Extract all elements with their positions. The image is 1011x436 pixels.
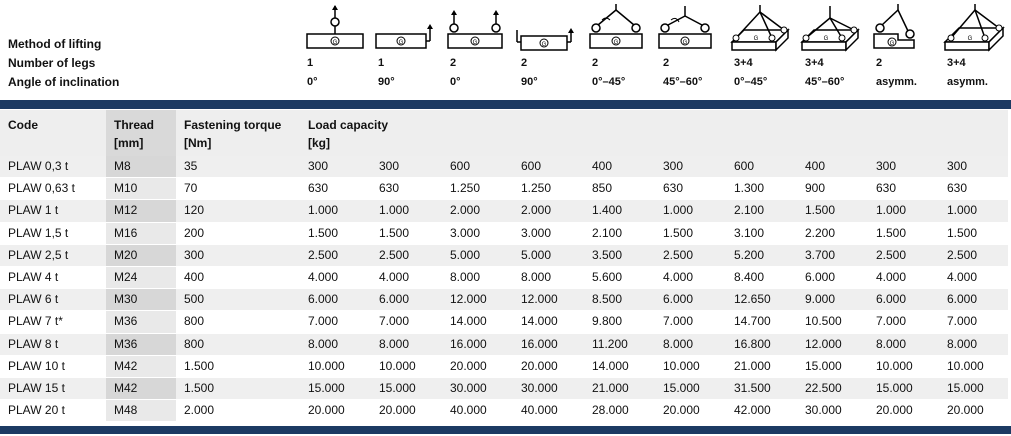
load-capacity-cell: 300 [300,156,371,178]
load-capacity-cell: 12.000 [797,333,868,355]
svg-text:G: G [472,40,478,46]
torque-cell: 2.000 [176,400,300,422]
load-capacity-cell: 4.000 [371,266,442,288]
angle-value: 45°–60° [805,76,845,88]
load-capacity-table [0,110,1008,422]
thread-cell: M48 [106,400,176,422]
table-row [0,289,1008,311]
load-capacity-cell: 6.000 [939,289,1008,311]
load-capacity-cell: 600 [726,156,797,178]
load-capacity-cell: 10.000 [371,355,442,377]
load-capacity-cell: 20.000 [655,400,726,422]
load-capacity-cell: 8.000 [300,333,371,355]
legs-value: 3+4 [947,57,966,69]
load-capacity-cell: 7.000 [300,311,371,333]
load-capacity-cell: 1.000 [655,200,726,222]
load-capacity-cell: 40.000 [513,400,584,422]
load-capacity-cell: 14.000 [442,311,513,333]
torque-cell: 200 [176,222,300,244]
torque-cell: 400 [176,266,300,288]
table-row [0,178,1008,200]
thread-cell: M12 [106,200,176,222]
load-capacity-cell: 4.000 [868,266,939,288]
load-capacity-cell: 10.500 [797,311,868,333]
thread-cell: M36 [106,311,176,333]
load-capacity-cell: 42.000 [726,400,797,422]
legs-value: 2 [876,57,883,69]
load-capacity-cell: 1.300 [726,178,797,200]
two-leg-side-lift-icon [515,4,575,56]
load-capacity-cell: 630 [939,178,1008,200]
thread-header: Thread [mm] [106,110,176,156]
svg-text:G: G [753,36,759,42]
angle-value: 90° [521,76,538,88]
load-capacity-cell: 5.000 [442,244,513,266]
torque-cell: 1.500 [176,355,300,377]
load-capacity-cell: 6.000 [655,289,726,311]
load-capacity-cell: 14.000 [584,355,655,377]
load-capacity-cell: 1.000 [371,200,442,222]
load-capacity-cell: 1.500 [797,200,868,222]
load-capacity-cell: 20.000 [300,400,371,422]
code-cell: PLAW 0,3 t [0,156,106,178]
load-capacity-cell: 20.000 [939,400,1008,422]
legs-value: 3+4 [805,57,824,69]
load-capacity-cell: 5.200 [726,244,797,266]
legs-value: 2 [450,57,457,69]
load-capacity-cell: 20.000 [442,355,513,377]
load-capacity-cell: 12.000 [442,289,513,311]
load-capacity-cell: 2.500 [371,244,442,266]
load-capacity-cell: 30.000 [442,377,513,399]
load-capacity-cell: 10.000 [868,355,939,377]
code-cell: PLAW 2,5 t [0,244,106,266]
load-capacity-cell: 300 [868,156,939,178]
code-cell: PLAW 1,5 t [0,222,106,244]
load-capacity-cell: 2.500 [655,244,726,266]
load-capacity-cell: 15.000 [300,377,371,399]
method-of-lifting-label: Method of lifting [8,37,102,51]
load-capacity-cell: 400 [797,156,868,178]
code-cell: PLAW 10 t [0,355,106,377]
load-capacity-cell: 2.100 [726,200,797,222]
load-capacity-cell: 15.000 [797,355,868,377]
load-capacity-cell: 15.000 [655,377,726,399]
table-row [0,311,1008,333]
legs-value: 3+4 [734,57,753,69]
multi-leg-sling-wide-icon [800,4,862,56]
load-capacity-cell: 630 [868,178,939,200]
load-capacity-cell: 1.250 [442,178,513,200]
code-cell: PLAW 6 t [0,289,106,311]
load-capacity-cell: 850 [584,178,655,200]
thread-cell: M16 [106,222,176,244]
multi-leg-sling-icon [730,4,792,56]
load-capacity-cell: 3.500 [584,244,655,266]
load-capacity-cell: 30.000 [513,377,584,399]
load-capacity-cell: 630 [655,178,726,200]
load-capacity-cell: 1.400 [584,200,655,222]
svg-text:G: G [398,40,404,46]
lifting-methods-header [0,0,1011,98]
table-row [0,156,1008,178]
load-capacity-cell: 15.000 [371,377,442,399]
table-row [0,244,1008,266]
load-capacity-cell: 7.000 [939,311,1008,333]
load-capacity-cell: 22.500 [797,377,868,399]
torque-cell: 1.500 [176,377,300,399]
torque-cell: 70 [176,178,300,200]
load-capacity-cell: 5.600 [584,266,655,288]
angle-value: asymm. [876,76,917,88]
load-capacity-cell: 1.500 [371,222,442,244]
load-capacity-cell: 300 [939,156,1008,178]
load-capacity-cell: 8.000 [868,333,939,355]
load-capacity-cell: 3.000 [513,222,584,244]
load-capacity-cell: 12.650 [726,289,797,311]
load-capacity-cell: 20.000 [513,355,584,377]
torque-cell: 500 [176,289,300,311]
load-capacity-cell: 2.500 [868,244,939,266]
load-capacity-cell: 8.000 [371,333,442,355]
load-capacity-cell: 8.000 [939,333,1008,355]
load-capacity-cell: 1.500 [939,222,1008,244]
load-capacity-cell: 1.500 [655,222,726,244]
legs-value: 1 [378,57,385,69]
load-capacity-cell: 2.200 [797,222,868,244]
two-leg-sling-wide-icon [657,4,717,56]
code-header: Code [0,110,106,156]
load-capacity-cell: 14.700 [726,311,797,333]
load-capacity-cell: 3.100 [726,222,797,244]
load-capacity-cell: 6.000 [797,266,868,288]
table-row [0,266,1008,288]
svg-text:G: G [967,36,973,42]
angle-value: 0° [450,76,461,88]
angle-value: asymm. [947,76,988,88]
torque-cell: 800 [176,311,300,333]
load-capacity-cell: 1.000 [300,200,371,222]
load-capacity-cell: 400 [584,156,655,178]
load-capacity-cell: 6.000 [371,289,442,311]
load-capacity-cell: 16.000 [513,333,584,355]
load-capacity-cell: 20.000 [371,400,442,422]
thread-cell: M42 [106,355,176,377]
two-leg-asymmetric-icon [872,4,932,56]
svg-text:G: G [332,40,338,46]
load-capacity-cell: 1.250 [513,178,584,200]
thread-cell: M8 [106,156,176,178]
legs-value: 2 [592,57,599,69]
load-capacity-cell: 15.000 [939,377,1008,399]
table-row [0,355,1008,377]
code-cell: PLAW 4 t [0,266,106,288]
load-capacity-cell: 8.400 [726,266,797,288]
load-capacity-cell: 6.000 [300,289,371,311]
load-capacity-cell: 630 [300,178,371,200]
fastening-torque-header: Fastening torque [Nm] [176,110,300,156]
load-capacity-cell: 630 [371,178,442,200]
multi-leg-asymmetric-icon [943,4,1007,56]
load-capacity-cell: 10.000 [655,355,726,377]
code-cell: PLAW 1 t [0,200,106,222]
load-capacity-cell: 5.000 [513,244,584,266]
angle-value: 45°–60° [663,76,703,88]
load-capacity-cell: 900 [797,178,868,200]
table-row [0,222,1008,244]
load-capacity-cell: 8.000 [655,333,726,355]
load-capacity-cell: 4.000 [300,266,371,288]
load-capacity-cell: 10.000 [939,355,1008,377]
svg-text:G: G [889,41,895,47]
load-capacity-cell: 1.500 [868,222,939,244]
footer-divider-bar [0,426,1011,434]
legs-value: 2 [663,57,670,69]
load-capacity-cell: 2.500 [300,244,371,266]
single-leg-vertical-lift-icon [305,4,365,56]
torque-cell: 300 [176,244,300,266]
load-capacity-cell: 3.700 [797,244,868,266]
load-capacity-cell: 12.000 [513,289,584,311]
legs-value: 2 [521,57,528,69]
angle-value: 90° [378,76,395,88]
svg-text:G: G [541,42,547,48]
load-capacity-cell: 14.000 [513,311,584,333]
load-capacity-cell: 9.000 [797,289,868,311]
load-capacity-cell: 16.800 [726,333,797,355]
load-capacity-cell: 7.000 [371,311,442,333]
load-capacity-cell: 15.000 [868,377,939,399]
thread-cell: M42 [106,377,176,399]
load-capacity-cell: 16.000 [442,333,513,355]
thread-cell: M36 [106,333,176,355]
table-row [0,400,1008,422]
load-capacity-cell: 30.000 [797,400,868,422]
load-capacity-cell: 9.800 [584,311,655,333]
load-capacity-cell: 31.500 [726,377,797,399]
load-capacity-cell: 2.100 [584,222,655,244]
table-row [0,377,1008,399]
load-capacity-cell: 28.000 [584,400,655,422]
load-capacity-cell: 21.000 [584,377,655,399]
angle-of-inclination-label: Angle of inclination [8,75,120,89]
table-row [0,333,1008,355]
code-cell: PLAW 20 t [0,400,106,422]
svg-text:G: G [682,40,688,46]
angle-value: 0° [307,76,318,88]
load-capacity-cell: 600 [442,156,513,178]
header-divider-bar [0,100,1011,109]
thread-cell: M24 [106,266,176,288]
table-header-row [0,110,1008,156]
load-capacity-cell: 20.000 [868,400,939,422]
load-capacity-cell: 11.200 [584,333,655,355]
two-leg-vertical-lift-icon [446,4,506,56]
code-cell: PLAW 8 t [0,333,106,355]
angle-value: 0°–45° [734,76,768,88]
load-capacity-cell: 8.500 [584,289,655,311]
load-capacity-cell: 4.000 [939,266,1008,288]
load-capacity-cell: 8.000 [442,266,513,288]
load-capacity-cell: 4.000 [655,266,726,288]
code-cell: PLAW 15 t [0,377,106,399]
load-capacity-cell: 3.000 [442,222,513,244]
load-capacity-cell: 1.500 [300,222,371,244]
code-cell: PLAW 0,63 t [0,178,106,200]
load-capacity-cell: 40.000 [442,400,513,422]
load-capacity-cell: 8.000 [513,266,584,288]
load-capacity-cell: 7.000 [868,311,939,333]
load-capacity-cell: 600 [513,156,584,178]
thread-cell: M20 [106,244,176,266]
torque-cell: 120 [176,200,300,222]
legs-value: 1 [307,57,314,69]
thread-cell: M30 [106,289,176,311]
single-leg-side-lift-icon [374,4,434,56]
torque-cell: 35 [176,156,300,178]
load-capacity-cell: 1.000 [939,200,1008,222]
load-capacity-cell: 1.000 [868,200,939,222]
svg-text:G: G [823,36,829,42]
load-capacity-cell: 300 [655,156,726,178]
thread-cell: M10 [106,178,176,200]
two-leg-sling-icon [588,4,648,56]
torque-cell: 800 [176,333,300,355]
load-capacity-cell: 10.000 [300,355,371,377]
load-capacity-cell: 2.000 [513,200,584,222]
number-of-legs-label: Number of legs [8,56,96,70]
load-capacity-cell: 300 [371,156,442,178]
load-capacity-cell: 2.000 [442,200,513,222]
load-capacity-cell: 21.000 [726,355,797,377]
load-capacity-cell: 7.000 [655,311,726,333]
svg-text:G: G [613,40,619,46]
load-capacity-cell: 6.000 [868,289,939,311]
load-capacity-header: Load capacity [kg] [300,110,1008,156]
load-capacity-cell: 2.500 [939,244,1008,266]
table-row [0,200,1008,222]
code-cell: PLAW 7 t* [0,311,106,333]
angle-value: 0°–45° [592,76,626,88]
